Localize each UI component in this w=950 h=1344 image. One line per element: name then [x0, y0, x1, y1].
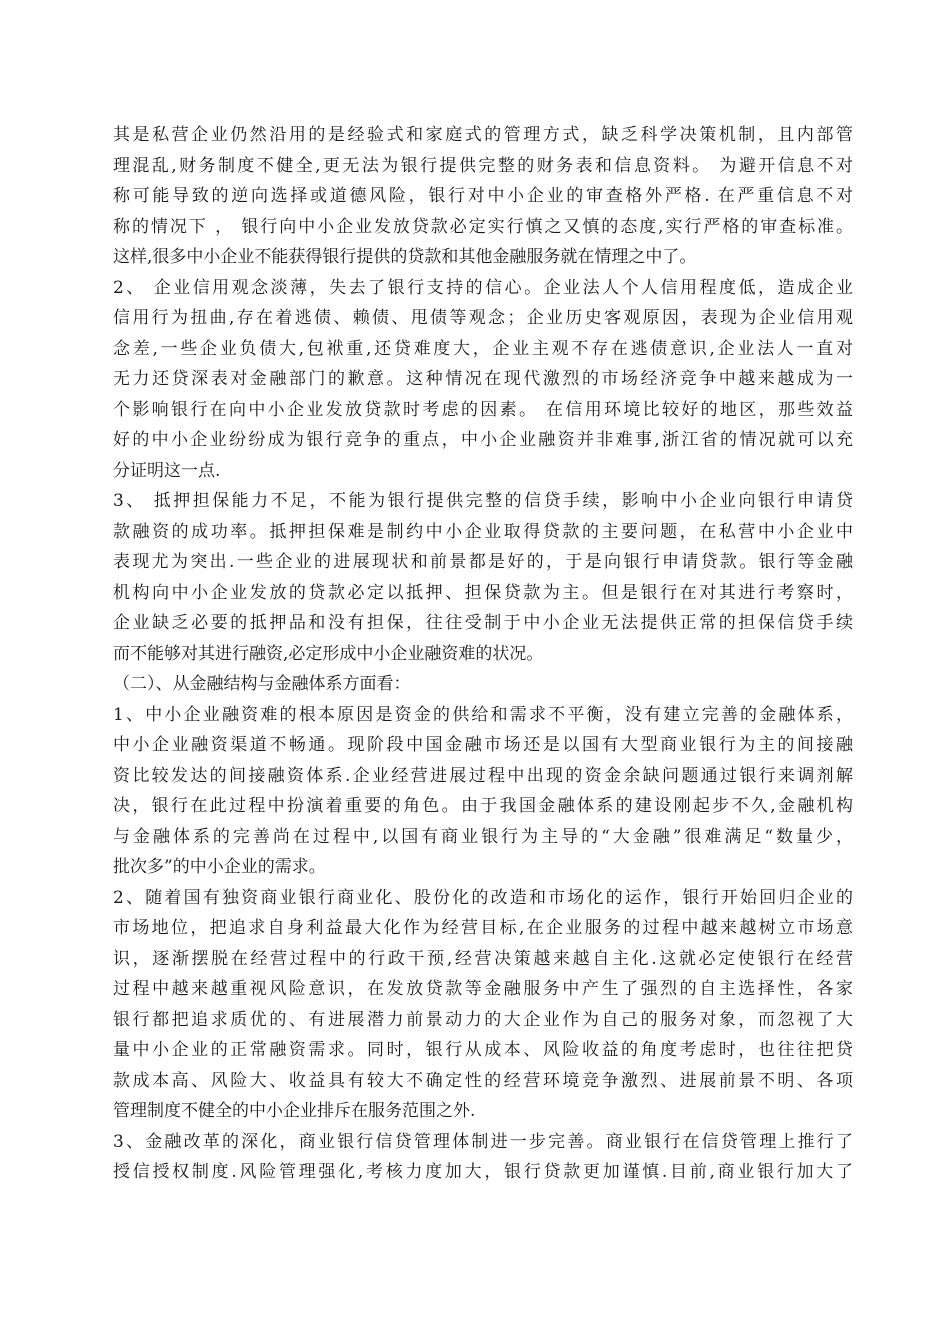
text-line: 信用行为扭曲,存在着逃债、赖债、甩债等观念；企业历史客观原因，表现为企业信用观 [113, 308, 853, 328]
text-line: 称的情况下 ， 银行向中小企业发放贷款必定实行慎之又慎的态度,实行严格的审查标准。 [113, 216, 853, 237]
text-line: 识，逐渐摆脱在经营过程中的行政干预,经营决策越来越自主化.这就必定使银行在经营 [113, 948, 853, 969]
text-line: 机构向中小企业发放的贷款必定以抵押、担保贷款为主。但是银行在对其进行考察时， [113, 582, 853, 603]
text-line: 2、 企业信用观念淡薄，失去了银行支持的信心。企业法人个人信用程度低，造成企业 [113, 277, 853, 298]
text-line: 银行都把追求质优的、有进展潜力前景动力的大企业作为自己的服务对象，而忽视了大 [113, 1009, 853, 1030]
text-line: 而不能够对其进行融资,必定形成中小企业融资难的状况。 [113, 643, 544, 664]
text-line: 3、 抵押担保能力不足，不能为银行提供完整的信贷手续，影响中小企业向银行申请贷 [113, 491, 853, 511]
text-line: 无力还贷深表对金融部门的歉意。这种情况在现代激烈的市场经济竞争中越来越成为一 [113, 369, 853, 389]
text-line: 中小企业融资渠道不畅通。现阶段中国金融市场还是以国有大型商业银行为主的间接融 [113, 735, 853, 755]
text-line: 款融资的成功率。抵押担保难是制约中小企业取得贷款的主要问题，在私营中小企业中 [113, 521, 853, 542]
text-line: 称可能导致的逆向选择或道德风险，银行对中小企业的审查格外严格. 在严重信息不对 [113, 186, 853, 206]
text-line: 2、随着国有独资商业银行商业化、股份化的改造和市场化的运作，银行开始回归企业的 [113, 887, 853, 908]
text-line: 批次多”的中小企业的需求。 [113, 857, 326, 877]
text-line: 3、金融改革的深化，商业银行信贷管理体制进一步完善。商业银行在信贷管理上推行了 [113, 1131, 853, 1152]
text-line: 市场地位，把追求自身利益最大化作为经营目标,在企业服务的过程中越来越树立市场意 [113, 918, 853, 938]
text-line: 这样,很多中小企业不能获得银行提供的贷款和其他金融服务就在情理之中了。 [113, 247, 697, 267]
text-line: 个影响银行在向中小企业发放贷款时考虑的因素。 在信用环境比较好的地区，那些效益 [113, 399, 853, 420]
text-line: 款成本高、风险大、收益具有较大不确定性的经营环境竞争激烈、进展前景不明、各项 [113, 1070, 853, 1091]
text-line: 好的中小企业纷纷成为银行竞争的重点，中小企业融资并非难事,浙江省的情况就可以充 [113, 430, 853, 450]
text-line: （二）、从金融结构与金融体系方面看： [113, 674, 411, 694]
text-line: 过程中越来越重视风险意识，在发放贷款等金融服务中产生了强烈的自主选择性，各家 [113, 979, 853, 999]
text-line: 量中小企业的正常融资需求。同时，银行从成本、风险收益的角度考虑时，也往往把贷 [113, 1040, 853, 1060]
text-line: 念差,一些企业负债大,包袱重,还贷难度大，企业主观不存在逃债意识,企业法人一直对 [113, 338, 853, 359]
text-line: 理混乱,财务制度不健全,更无法为银行提供完整的财务表和信息资料。 为避开信息不对 [113, 155, 853, 176]
text-line: 1、中小企业融资难的根本原因是资金的供给和需求不平衡，没有建立完善的金融体系， [113, 704, 853, 725]
text-line: 决，银行在此过程中扮演着重要的角色。由于我国金融体系的建设刚起步不久,金融机构 [113, 796, 853, 816]
text-line: 授信授权制度.风险管理强化,考核力度加大，银行贷款更加谨慎.目前,商业银行加大了 [113, 1162, 853, 1182]
text-line: 管理制度不健全的中小企业排斥在服务范围之外. [113, 1101, 476, 1121]
document-body [113, 120, 853, 1188]
text-line: 其是私营企业仍然沿用的是经验式和家庭式的管理方式，缺乏科学决策机制，且内部管 [113, 125, 853, 145]
text-line: 与金融体系的完善尚在过程中,以国有商业银行为主导的“大金融”很难满足“数量少， [113, 826, 853, 847]
text-line: 资比较发达的间接融资体系.企业经营进展过程中出现的资金余缺问题通过银行来调剂解 [113, 765, 853, 786]
text-line: 表现尤为突出.一些企业的进展现状和前景都是好的，于是向银行申请贷款。银行等金融 [113, 552, 853, 572]
text-line: 企业缺乏必要的抵押品和没有担保，往往受制于中小企业无法提供正常的担保信贷手续 [113, 613, 853, 633]
text-line: 分证明这一点. [113, 460, 221, 481]
